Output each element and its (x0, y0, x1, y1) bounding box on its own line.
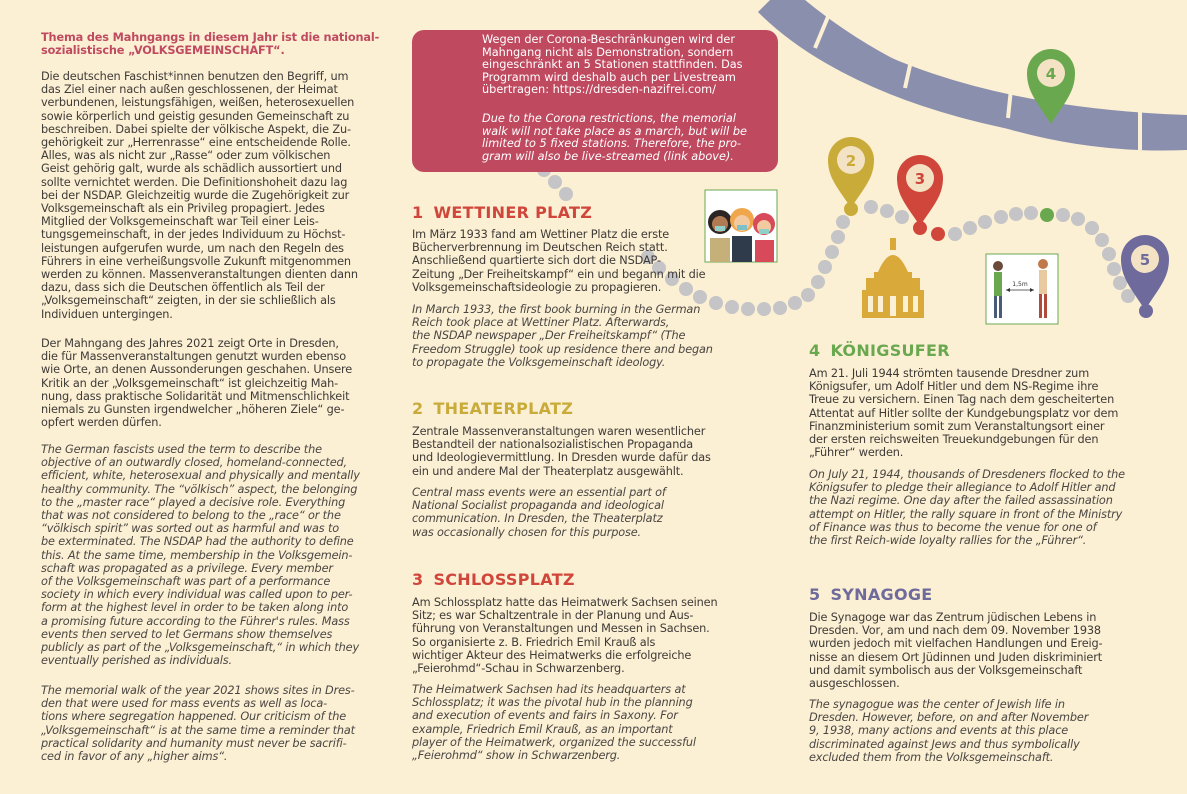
station-1-name: WETTINER PLATZ (433, 203, 593, 222)
station-3-text-de: Am Schlossplatz hatte das Heimatwerk Sachsen seinen Sitz; es war Schaltzentrale in der Planung und Aus- führung von Veranstaltungen und Messen in Sachsen. So organisierte z. B. Friedrich Emil Krauß als wichtiger Akteur des Heimatwerks die erfolgreiche „Feierohmd“-Schau in Schwarzenberg. (412, 596, 718, 676)
station-4-text-de: Am 21. Juli 1944 strömten tausende Dresdner zum Königsufer, um Adolf Hitler und dem NS-Regime ihre Treue zu versichern. Einen Tag nach dem gescheiterten Attentat auf Hitler sollte der Kundgebungsplatz vor dem Finanzministerium somit zum Veranstaltungsort einer der ersten reichsweiten Treuekundgebungen für den „Führer“ werden. (809, 367, 1119, 460)
station-3-heading (412, 570, 575, 589)
intro-de-paragraph-1: Die deutschen Faschist*innen benutzen den Begriff, um das Ziel einer nach außen geschlossenen, der Heimat verbundenen, leistungsfähigen, weißen, heterosexuellen sowie körperlich und geistig gesunden Gemeinschaft zu beschreiben. Dabei spielte der völkische Aspekt, die Zu- gehörigkeit zur „Herrenrasse“ eine entscheidende Rolle. Alles, was als nicht zur „Rasse“ oder zum völkischen Geist gehörig galt, wurde als schädlich aussortiert und sollte vernichtet werden. Die Definitionshoheit dazu lag bei der NSDAP. Gleichzeitig wurde die Zugehörigkeit zur Volksgemeinschaft als ein Privileg propagiert. Jedes Mitglied der Volksgemeinschaft war Teil einer Leis- tungsgemeinschaft, in der jedes Individuum zu Höchst- leistungen aufgerufen wurde, um nach den Regeln des Führers in eine verheißungsvolle Zukunft mitgenommen werden zu können. Massenveranstaltungen dienten dann dazu, dass sich die Deutschen öffentlich als Teil der „Volksgemeinschaft“ zeigten, in der sie schließlich als Individuen untergingen. (41, 70, 358, 321)
station-5-name: SYNAGOGE (830, 585, 933, 604)
station-2-heading (412, 399, 573, 418)
station-4-number: 4 (809, 341, 821, 360)
station-4-text-en: On July 21, 1944, thousands of Dresdeners flocked to the Königsufer to pledge their allegiance to Adolf Hitler and the Nazi regime. One day after the failed assassination attempt on Hitler, the rally square in front of the Ministry of Finance was thus to become the venue for one of the first Reich-wide loyalty rallies for the „Führer“. (809, 468, 1125, 548)
corona-notice-en: Due to the Corona restrictions, the memorial walk will not take place as a march, but will be limited to 5 fixed stations. Therefore, the pro- gram will also be live-streamed (link above). (482, 112, 747, 163)
distance-label: 1,5m (1012, 281, 1028, 288)
station-3-name: SCHLOSSPLATZ (433, 570, 575, 589)
intro-de-paragraph-2: Der Mahngang des Jahres 2021 zeigt Orte in Dresden, die für Massenveranstaltungen genutzt wurden ebenso wie Orte, an denen Aussonderungen geschahen. Unsere Kritik an der „Volksgemeinschaft“ ist gleichzeitig Mah- nung, dass praktische Solidarität und Mitmenschlichkeit niemals zu Gunsten irgendwelcher „höheren Ziele“ ge- opfert werden dürfen. (41, 337, 353, 430)
station-2-text-de: Zentrale Massenveranstaltungen waren wesentlicher Bestandteil der nationalsozialistischen Propaganda und Ideologievermittlung. In Dresden wurde dafür das ein und andere Mal der Theaterplatz ausgewählt. (412, 425, 711, 478)
station-4-heading (809, 341, 950, 360)
station-5-number: 5 (809, 585, 821, 604)
station-1-number: 1 (412, 203, 424, 222)
station-1-heading (412, 203, 592, 222)
station-2-name: THEATERPLATZ (433, 399, 574, 418)
intro-en-paragraph-2: The memorial walk of the year 2021 shows sites in Dres- den that were used for mass events as well as loca- tions where segregation happened. Our criticism of the „Volksgemeinschaft“ is at the same time a reminder that practical solidarity and humanity must never be sacrifi- ced in favor of any „higher aims“. (41, 684, 355, 764)
distance-icon (986, 254, 1058, 324)
station-5-heading (809, 585, 933, 604)
station-2-text-en: Central mass events were an essential part of National Socialist propaganda and ideological communication. In Dresden, the Theaterplatz was occasionally chosen for this purpose. (412, 486, 666, 539)
pin-5-label: 5 (1139, 251, 1151, 269)
intro-title: Thema des Mahngangs in diesem Jahr ist die national- sozialistische „VOLKSGEMEINSCHAFT“. (41, 31, 380, 58)
pin-3-label: 3 (914, 170, 926, 188)
station-4-name: KÖNIGSUFER (830, 341, 950, 360)
station-5-text-en: The synagogue was the center of Jewish life in Dresden. However, before, on and after November 9, 1938, many actions and events at this place discriminated against Jews and thus symbolically excluded them from the Volksgemeinschaft. (809, 698, 1089, 764)
station-3-text-en: The Heimatwerk Sachsen had its headquarters at Schlossplatz; it was the pivotal hub in the planning and execution of events and fairs in Saxony. For example, Friedrich Emil Krauß, as an important player of the Heimatwerk, organized the successful „Feierohmd“ show in Schwarzenberg. (412, 683, 696, 763)
pin-2-label: 2 (845, 152, 857, 170)
church-icon (862, 238, 924, 318)
pin-3-icon (897, 155, 945, 241)
intro-en-paragraph-1: The German fascists used the term to describe the objective of an outwardly closed, homeland-connected, efficient, white, heterosexual and physically and mentally healthy community. The “völkisch” aspect, the belonging to the „master race“ played a decisive role. Everything that was not considered to belong to the „race“ or the “völkisch spirit” was sorted out as harmful and was to be exterminated. The NSDAP had the authority to define this. At the same time, membership in the Volksgemein- schaft was propagated as a privilege. Every member of the Volksgemeinschaft was part of a performance society in which every individual was called upon to per- form at the highest level in order to be taken along into a promising future according to the Führer's rules. Mass events then served to let Germans show themselves publicly as part of the „Volksgemeinschaft,“ in which they eventually perished as individuals. (41, 443, 360, 668)
station-5-text-de: Die Synagoge war das Zentrum jüdischen Lebens in Dresden. Vor, am und nach dem 09. November 1938 wurden jedoch mit vielfachen Handlungen und Ereig- nisse an diesem Ort Jüdinnen und Juden diskriminiert und damit symbolisch aus der Volksgemeinschaft ausgeschlossen. (809, 611, 1103, 691)
pin-4-label: 4 (1045, 65, 1057, 83)
station-1-text-de: Im März 1933 fand am Wettiner Platz die erste Bücherverbrennung im Deutschen Reich statt. Anschließend quartierte sich dort die NSDAP- Zeitung „Der Freiheitskampf“ ein und begann mit die Volksgemeinschaftsideologie zu propagieren. (412, 228, 706, 294)
pin-5-icon (1121, 235, 1169, 318)
station-2-number: 2 (412, 399, 424, 418)
corona-notice-de: Wegen der Corona-Beschränkungen wird der Mahngang nicht als Demonstration, sondern eingeschränkt an 5 Stationen stattfinden. Das Programm wird deshalb auch per Livestream übertragen: https://dresden-nazifrei.com/ (482, 33, 743, 97)
station-1-text-en: In March 1933, the first book burning in the German Reich took place at Wettiner Platz. Afterwards, the NSDAP newspaper „Der Freiheitskampf“ (The Freedom Struggle) took up residence there and began to propagate the Volksgemeinschaft ideology. (412, 303, 713, 369)
station-3-number: 3 (412, 570, 424, 589)
river-arc (770, 0, 1187, 151)
